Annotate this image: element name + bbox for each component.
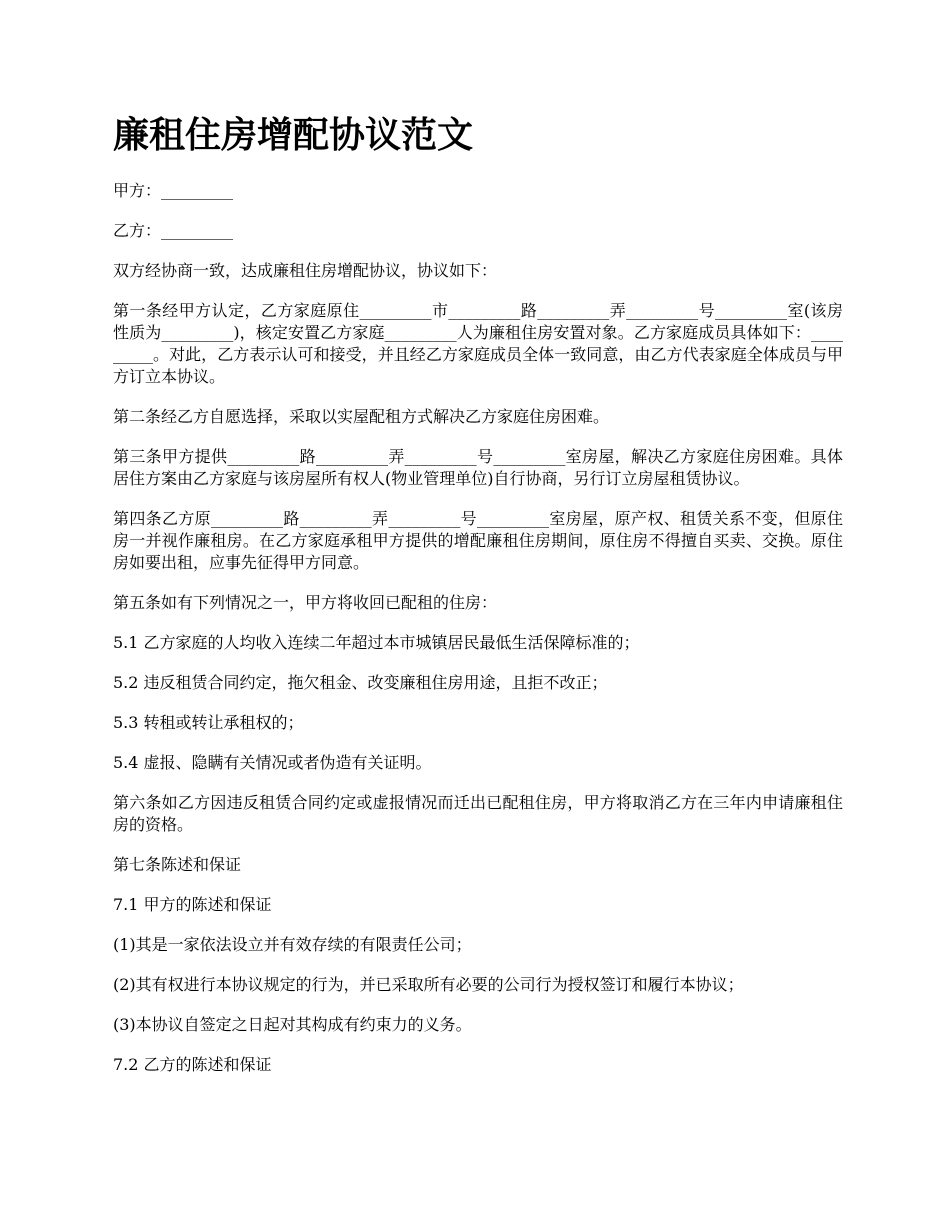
clause-5-4: 5.4 虚报、隐瞒有关情况或者伪造有关证明。 <box>113 753 432 772</box>
article-6-paragraph: 第六条如乙方因违反租赁合同约定或虚报情况而迁出已配租住房，甲方将取消乙方在三年内申请廉租住房的资格。 <box>113 793 843 834</box>
clause-7-2-heading: 7.2 乙方的陈述和保证 <box>113 1055 272 1074</box>
clause-5-1: 5.1 乙方家庭的人均收入连续二年超过本市城镇居民最低生活保障标准的； <box>113 633 640 652</box>
clause-7-1-item-3: (3)本协议自签定之日起对其构成有约束力的义务。 <box>113 1015 472 1034</box>
clause-5-3: 5.3 转租或转让承租权的； <box>113 713 304 732</box>
clause-5-2: 5.2 违反租赁合同约定，拖欠租金、改变廉租住房用途，且拒不改正； <box>113 673 608 692</box>
article-7-heading: 第七条陈述和保证 <box>113 855 242 874</box>
clause-7-1-heading: 7.1 甲方的陈述和保证 <box>113 895 272 914</box>
article-2-paragraph: 第二条经乙方自愿选择，采取以实屋配租方式解决乙方家庭住房困难。 <box>113 407 610 426</box>
clause-7-1-item-2: (2)其有权进行本协议规定的行为，并已采取所有必要的公司行为授权签订和履行本协议； <box>113 975 744 994</box>
document-page <box>113 112 843 1094</box>
article-5-paragraph: 第五条如有下列情况之一，甲方将收回已配租的住房： <box>113 593 498 612</box>
article-3-paragraph: 第三条甲方提供_________路_________弄_________号_________室房屋，解决乙方家庭住房困难。具体居住方案由乙方家庭与该房屋所有权人(物业管理单位)自行协商，另行订立房屋租赁协议。 <box>113 447 843 488</box>
intro-paragraph: 双方经协商一致，达成廉租住房增配协议，协议如下： <box>113 261 498 280</box>
document-title: 廉租住房增配协议范文 <box>113 115 474 156</box>
party-a-line: 甲方：_________ <box>113 181 234 200</box>
party-b-line: 乙方：_________ <box>113 221 234 240</box>
article-1-paragraph: 第一条经甲方认定，乙方家庭原住_________市_________路_________弄_________号_________室(该房性质为_________)，核定安置乙方家庭_________人为廉租住房安置对象。乙方家庭成员具体如下：_________。对此，乙方表示认可和接受，并且经乙方家庭成员全体一致同意，由乙方代表家庭全体成员与甲方订立本协议。 <box>113 301 843 386</box>
article-4-paragraph: 第四条乙方原_________路_________弄_________号_________室房屋，原产权、租赁关系不变，但原住房一并视作廉租房。在乙方家庭承租甲方提供的增配廉租住房期间，原住房不得擅自买卖、交换。原住房如要出租，应事先征得甲方同意。 <box>113 509 843 572</box>
clause-7-1-item-1: (1)其是一家依法设立并有效存续的有限责任公司； <box>113 935 472 954</box>
